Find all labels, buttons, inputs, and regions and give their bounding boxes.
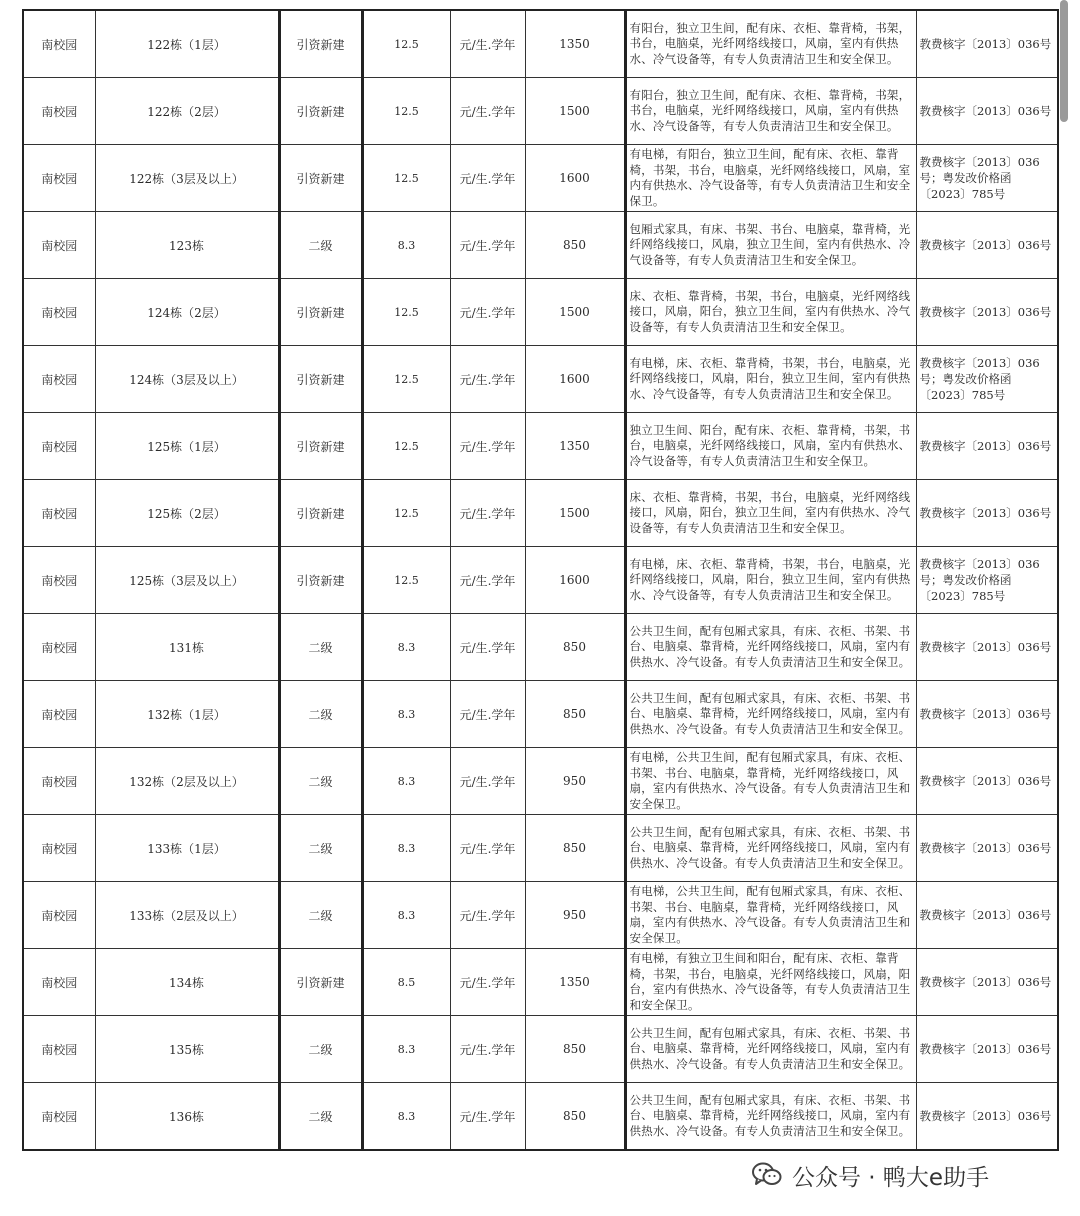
building-cell: 133栋（2层及以上） — [95, 882, 279, 949]
unit-cell: 元/生.学年 — [450, 480, 525, 547]
price-cell: 850 — [525, 815, 625, 882]
building-cell: 133栋（1层） — [95, 815, 279, 882]
approval-cell: 教费核字〔2013〕036号 — [916, 949, 1058, 1016]
approval-cell: 教费核字〔2013〕036号；粤发改价格函〔2023〕785号 — [916, 346, 1058, 413]
approval-cell: 教费核字〔2013〕036号 — [916, 480, 1058, 547]
approval-cell: 教费核字〔2013〕036号 — [916, 815, 1058, 882]
table-row — [23, 882, 1058, 949]
campus-cell: 南校园 — [23, 748, 95, 815]
price-cell: 850 — [525, 614, 625, 681]
area-cell: 8.3 — [362, 614, 450, 681]
grade-cell: 引资新建 — [279, 547, 362, 614]
table-row — [23, 815, 1058, 882]
facilities-cell: 有电梯，有阳台，独立卫生间，配有床、衣柜、靠背椅，书架，书台，电脑桌，光纤网络线接口，风扇，室内有供热水、冷气设备等，有专人负责清洁卫生和安全保卫。 — [625, 145, 916, 212]
approval-cell: 教费核字〔2013〕036号；粤发改价格函〔2023〕785号 — [916, 145, 1058, 212]
campus-cell: 南校园 — [23, 815, 95, 882]
facilities-cell: 公共卫生间，配有包厢式家具，有床、衣柜、书架、书台、电脑桌、靠背椅，光纤网络线接口，风扇，室内有供热水、冷气设备。有专人负责清洁卫生和安全保卫。 — [625, 815, 916, 882]
table-row — [23, 681, 1058, 748]
facilities-cell: 床、衣柜、靠背椅，书架，书台，电脑桌，光纤网络线接口，风扇，阳台，独立卫生间，室内有供热水、冷气设备等，有专人负责清洁卫生和安全保卫。 — [625, 279, 916, 346]
building-cell: 132栋（2层及以上） — [95, 748, 279, 815]
building-cell: 135栋 — [95, 1016, 279, 1083]
campus-cell: 南校园 — [23, 78, 95, 145]
unit-cell: 元/生.学年 — [450, 279, 525, 346]
area-cell: 8.5 — [362, 949, 450, 1016]
campus-cell: 南校园 — [23, 145, 95, 212]
area-cell: 8.3 — [362, 748, 450, 815]
price-cell: 1600 — [525, 145, 625, 212]
facilities-cell: 有阳台，独立卫生间，配有床、衣柜、靠背椅，书架，书台，电脑桌，光纤网络线接口，风扇，室内有供热水、冷气设备等，有专人负责清洁卫生和安全保卫。 — [625, 10, 916, 78]
grade-cell: 引资新建 — [279, 413, 362, 480]
facilities-cell: 有电梯，公共卫生间，配有包厢式家具，有床、衣柜、书架、书台、电脑桌，靠背椅，光纤网络线接口，风扇，室内有供热水、冷气设备。有专人负责清洁卫生和安全保卫。 — [625, 748, 916, 815]
approval-cell: 教费核字〔2013〕036号 — [916, 1016, 1058, 1083]
facilities-cell: 有电梯，有独立卫生间和阳台，配有床、衣柜、靠背椅，书架，书台，电脑桌，光纤网络线接口，风扇，阳台，室内有供热水、冷气设备等，有专人负责清洁卫生和安全保卫。 — [625, 949, 916, 1016]
area-cell: 12.5 — [362, 346, 450, 413]
table-row — [23, 279, 1058, 346]
price-cell: 1500 — [525, 480, 625, 547]
table-row — [23, 614, 1058, 681]
table-row — [23, 1083, 1058, 1151]
table-row — [23, 949, 1058, 1016]
grade-cell: 二级 — [279, 1016, 362, 1083]
unit-cell: 元/生.学年 — [450, 815, 525, 882]
campus-cell: 南校园 — [23, 882, 95, 949]
facilities-cell: 包厢式家具，有床、书架、书台、电脑桌，靠背椅，光纤网络线接口，风扇，独立卫生间，室内有供热水、冷气设备等，有专人负责清洁卫生和安全保卫。 — [625, 212, 916, 279]
grade-cell: 引资新建 — [279, 346, 362, 413]
grade-cell: 引资新建 — [279, 480, 362, 547]
campus-cell: 南校园 — [23, 212, 95, 279]
building-cell: 122栋（2层） — [95, 78, 279, 145]
price-cell: 1500 — [525, 78, 625, 145]
building-cell: 125栋（3层及以上） — [95, 547, 279, 614]
price-cell: 1600 — [525, 346, 625, 413]
grade-cell: 二级 — [279, 882, 362, 949]
grade-cell: 引资新建 — [279, 949, 362, 1016]
campus-cell: 南校园 — [23, 10, 95, 78]
facilities-cell: 公共卫生间，配有包厢式家具，有床、衣柜、书架、书台、电脑桌、靠背椅，光纤网络线接口，风扇，室内有供热水、冷气设备。有专人负责清洁卫生和安全保卫。 — [625, 1083, 916, 1151]
table-row — [23, 1016, 1058, 1083]
table-row — [23, 480, 1058, 547]
table-row — [23, 78, 1058, 145]
campus-cell: 南校园 — [23, 279, 95, 346]
approval-cell: 教费核字〔2013〕036号 — [916, 212, 1058, 279]
area-cell: 8.3 — [362, 1016, 450, 1083]
table-row — [23, 346, 1058, 413]
area-cell: 12.5 — [362, 78, 450, 145]
price-cell: 1350 — [525, 413, 625, 480]
price-cell: 850 — [525, 212, 625, 279]
scrollbar-thumb[interactable] — [1060, 0, 1068, 122]
unit-cell: 元/生.学年 — [450, 145, 525, 212]
unit-cell: 元/生.学年 — [450, 212, 525, 279]
unit-cell: 元/生.学年 — [450, 10, 525, 78]
grade-cell: 引资新建 — [279, 279, 362, 346]
area-cell: 8.3 — [362, 681, 450, 748]
campus-cell: 南校园 — [23, 949, 95, 1016]
approval-cell: 教费核字〔2013〕036号 — [916, 681, 1058, 748]
campus-cell: 南校园 — [23, 547, 95, 614]
unit-cell: 元/生.学年 — [450, 681, 525, 748]
building-cell: 122栋（3层及以上） — [95, 145, 279, 212]
area-cell: 12.5 — [362, 480, 450, 547]
unit-cell: 元/生.学年 — [450, 78, 525, 145]
building-cell: 134栋 — [95, 949, 279, 1016]
facilities-cell: 床、衣柜、靠背椅，书架，书台，电脑桌，光纤网络线接口，风扇，阳台，独立卫生间，室内有供热水、冷气设备等，有专人负责清洁卫生和安全保卫。 — [625, 480, 916, 547]
table-row — [23, 547, 1058, 614]
unit-cell: 元/生.学年 — [450, 949, 525, 1016]
table-row — [23, 212, 1058, 279]
approval-cell: 教费核字〔2013〕036号 — [916, 1083, 1058, 1151]
facilities-cell: 公共卫生间，配有包厢式家具，有床、衣柜、书架、书台、电脑桌、靠背椅，光纤网络线接口，风扇，室内有供热水、冷气设备。有专人负责清洁卫生和安全保卫。 — [625, 681, 916, 748]
approval-cell: 教费核字〔2013〕036号 — [916, 748, 1058, 815]
unit-cell: 元/生.学年 — [450, 547, 525, 614]
campus-cell: 南校园 — [23, 1083, 95, 1151]
unit-cell: 元/生.学年 — [450, 1083, 525, 1151]
building-cell: 122栋（1层） — [95, 10, 279, 78]
facilities-cell: 独立卫生间、阳台，配有床、衣柜、靠背椅，书架，书台，电脑桌，光纤网络线接口，风扇，室内有供热水、冷气设备等，有专人负责清洁卫生和安全保卫。 — [625, 413, 916, 480]
price-cell: 950 — [525, 882, 625, 949]
unit-cell: 元/生.学年 — [450, 346, 525, 413]
approval-cell: 教费核字〔2013〕036号 — [916, 882, 1058, 949]
unit-cell: 元/生.学年 — [450, 748, 525, 815]
building-cell: 125栋（1层） — [95, 413, 279, 480]
grade-cell: 引资新建 — [279, 145, 362, 212]
facilities-cell: 公共卫生间，配有包厢式家具，有床、衣柜、书架、书台、电脑桌、靠背椅，光纤网络线接口，风扇，室内有供热水、冷气设备。有专人负责清洁卫生和安全保卫。 — [625, 1016, 916, 1083]
approval-cell: 教费核字〔2013〕036号 — [916, 78, 1058, 145]
watermark-text: 公众号 · 鸭大e助手 — [792, 1164, 990, 1191]
grade-cell: 二级 — [279, 614, 362, 681]
price-cell: 950 — [525, 748, 625, 815]
grade-cell: 二级 — [279, 681, 362, 748]
grade-cell: 引资新建 — [279, 78, 362, 145]
price-cell: 1350 — [525, 10, 625, 78]
grade-cell: 引资新建 — [279, 10, 362, 78]
building-cell: 131栋 — [95, 614, 279, 681]
table-row — [23, 145, 1058, 212]
grade-cell: 二级 — [279, 212, 362, 279]
approval-cell: 教费核字〔2013〕036号 — [916, 279, 1058, 346]
campus-cell: 南校园 — [23, 346, 95, 413]
price-cell: 850 — [525, 681, 625, 748]
approval-cell: 教费核字〔2013〕036号 — [916, 614, 1058, 681]
campus-cell: 南校园 — [23, 480, 95, 547]
watermark — [752, 1160, 989, 1190]
building-cell: 124栋（3层及以上） — [95, 346, 279, 413]
price-cell: 1350 — [525, 949, 625, 1016]
area-cell: 12.5 — [362, 413, 450, 480]
area-cell: 8.3 — [362, 882, 450, 949]
table-row — [23, 748, 1058, 815]
building-cell: 132栋（1层） — [95, 681, 279, 748]
facilities-cell: 有电梯，床、衣柜、靠背椅，书架，书台，电脑桌，光纤网络线接口，风扇，阳台，独立卫生间，室内有供热水、冷气设备等，有专人负责清洁卫生和安全保卫。 — [625, 346, 916, 413]
unit-cell: 元/生.学年 — [450, 413, 525, 480]
area-cell: 12.5 — [362, 279, 450, 346]
area-cell: 8.3 — [362, 1083, 450, 1151]
facilities-cell: 公共卫生间，配有包厢式家具，有床、衣柜、书架、书台、电脑桌、靠背椅，光纤网络线接口，风扇，室内有供热水、冷气设备。有专人负责清洁卫生和安全保卫。 — [625, 614, 916, 681]
building-cell: 123栋 — [95, 212, 279, 279]
area-cell: 12.5 — [362, 10, 450, 78]
approval-cell: 教费核字〔2013〕036号；粤发改价格函〔2023〕785号 — [916, 547, 1058, 614]
building-cell: 136栋 — [95, 1083, 279, 1151]
dormitory-fee-table — [22, 9, 1059, 1151]
campus-cell: 南校园 — [23, 413, 95, 480]
price-cell: 850 — [525, 1083, 625, 1151]
unit-cell: 元/生.学年 — [450, 614, 525, 681]
building-cell: 125栋（2层） — [95, 480, 279, 547]
building-cell: 124栋（2层） — [95, 279, 279, 346]
facilities-cell: 有电梯，床、衣柜、靠背椅，书架，书台，电脑桌，光纤网络线接口，风扇，阳台，独立卫生间，室内有供热水、冷气设备等，有专人负责清洁卫生和安全保卫。 — [625, 547, 916, 614]
area-cell: 12.5 — [362, 145, 450, 212]
campus-cell: 南校园 — [23, 1016, 95, 1083]
table-row — [23, 413, 1058, 480]
unit-cell: 元/生.学年 — [450, 1016, 525, 1083]
unit-cell: 元/生.学年 — [450, 882, 525, 949]
campus-cell: 南校园 — [23, 614, 95, 681]
facilities-cell: 有阳台，独立卫生间，配有床、衣柜、靠背椅，书架，书台，电脑桌，光纤网络线接口，风扇，室内有供热水、冷气设备等，有专人负责清洁卫生和安全保卫。 — [625, 78, 916, 145]
area-cell: 12.5 — [362, 547, 450, 614]
table-body — [23, 10, 1058, 1150]
approval-cell: 教费核字〔2013〕036号 — [916, 413, 1058, 480]
price-cell: 1600 — [525, 547, 625, 614]
approval-cell: 教费核字〔2013〕036号 — [916, 10, 1058, 78]
grade-cell: 二级 — [279, 815, 362, 882]
area-cell: 8.3 — [362, 212, 450, 279]
facilities-cell: 有电梯，公共卫生间，配有包厢式家具，有床、衣柜、书架、书台、电脑桌，靠背椅，光纤网络线接口，风扇，室内有供热水、冷气设备。有专人负责清洁卫生和安全保卫。 — [625, 882, 916, 949]
grade-cell: 二级 — [279, 748, 362, 815]
area-cell: 8.3 — [362, 815, 450, 882]
campus-cell: 南校园 — [23, 681, 95, 748]
wechat-icon — [752, 1162, 782, 1188]
price-cell: 850 — [525, 1016, 625, 1083]
price-cell: 1500 — [525, 279, 625, 346]
table-row — [23, 10, 1058, 78]
grade-cell: 二级 — [279, 1083, 362, 1151]
